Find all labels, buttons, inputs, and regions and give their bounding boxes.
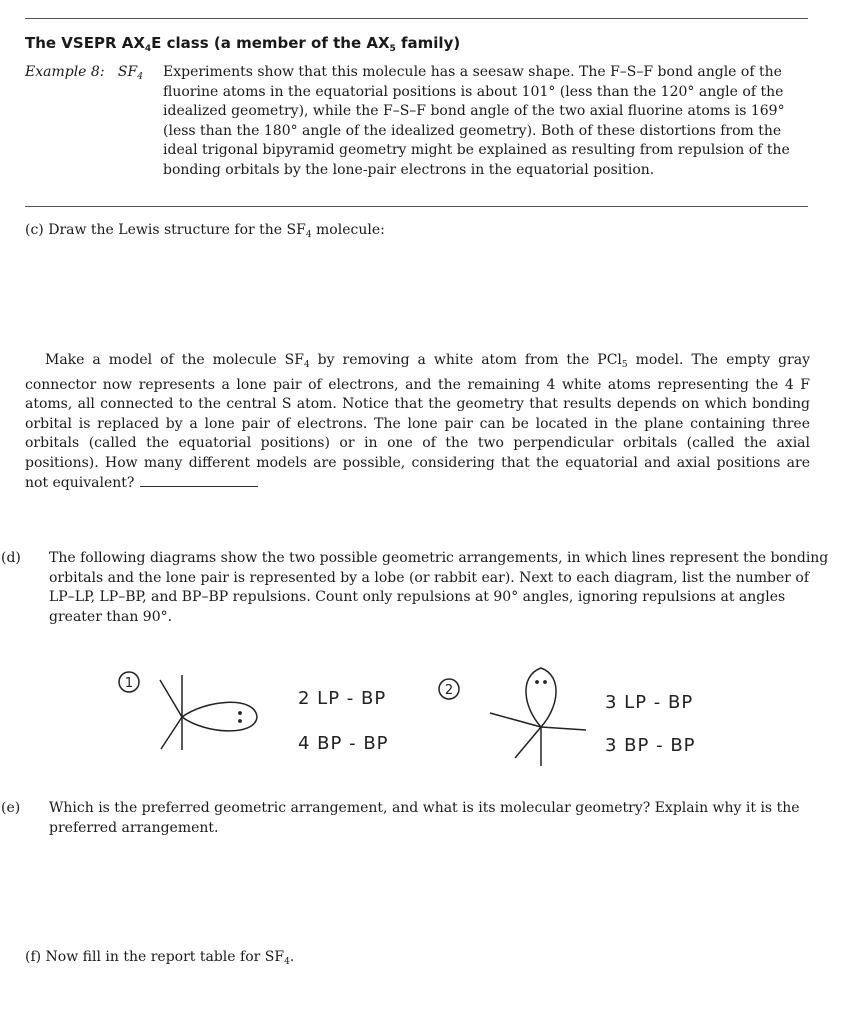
diagram-1-repulsion-lp-bp: 2 LP - BP <box>298 688 387 709</box>
diagram-2-number: 2 <box>444 683 454 698</box>
axial-bond-top <box>160 680 182 717</box>
question-f: (f) Now fill in the report table for $SF_4$. <box>25 949 295 967</box>
diagram-2-repulsion-lp-bp: 3 LP - BP <box>605 692 694 713</box>
equatorial-bond-left-down <box>515 727 541 758</box>
diagram-1-number: 1 <box>124 676 134 691</box>
equatorial-bond-left <box>161 717 182 749</box>
example-label: Example 8: $SF_4$ <box>25 64 143 82</box>
question-d: (d) The following diagrams show the two possible geometric arrangements, in which lines represent the bonding orbitals and the lone pair is represented by a lobe (or rabbit ear). Next to each diagram, list the number of LP–LP, LP–BP, and BP–BP repulsions. Count only repulsions at 90° angles, ignoring repulsions at angles greater than 90°. <box>1 550 829 625</box>
top-rule <box>25 18 808 19</box>
lone-pair-lobe-axial <box>526 668 556 727</box>
diagram-1-equatorial-lone-pair <box>160 670 270 755</box>
diagram-2-axial-lone-pair <box>485 662 590 772</box>
section-title: The VSEPR $AX_4E$ class (a member of the $AX_5$ family) <box>25 34 461 54</box>
equatorial-bond-left-up <box>490 713 541 727</box>
model-paragraph: Make a model of the molecule $SF_4$ by removing a white atom from the PCl$_5$ model. The empty gray connector now represents a lone pair of electrons, and the remaining 4 white atoms representing the 4 F atoms, all connected to the central S atom. Notice that the geometry that results depends on which bonding orbital is replaced by a lone pair of electrons. The lone pair can be located in the plane containing three orbitals (called the equatorial positions) or in one of the two perpendicular orbitals (called the axial positions). How many different models are possible, considering that the equatorial and axial positions are not equivalent? <box>25 352 811 491</box>
diagram-2-number-circle <box>437 677 461 701</box>
question-c: (c) Draw the Lewis structure for the $SF_4$ molecule: <box>25 222 385 240</box>
example-text: Experiments show that this molecule has a seesaw shape. The F–S–F bond angle of the fluorine atoms in the equatorial positions is about 101° (less than the 120° angle of the idealized geometry), while the F–S–F bond angle of the two axial fluorine atoms is 169° (less than the 180° angle of the idealized geometry). Both of these distortions from the ideal trigonal bipyramid geometry might be explained as resulting from repulsion of the bonding orbitals by the lone-pair electrons in the equatorial position. <box>163 64 790 178</box>
divider-rule <box>25 206 808 207</box>
diagram-1-number-circle <box>117 670 141 694</box>
equatorial-bond-right <box>541 727 586 730</box>
example-formula: $SF_4$ <box>117 64 143 82</box>
diagram-2-repulsion-bp-bp: 3 BP - BP <box>605 735 696 756</box>
question-e: (e) Which is the preferred geometric arrangement, and what is its molecular geometry? Explain why it is the preferred arrangement. <box>1 800 800 836</box>
diagram-1-repulsion-bp-bp: 4 BP - BP <box>298 733 389 754</box>
lone-pair-lobe <box>182 702 257 731</box>
answer-blank[interactable] <box>140 486 258 487</box>
